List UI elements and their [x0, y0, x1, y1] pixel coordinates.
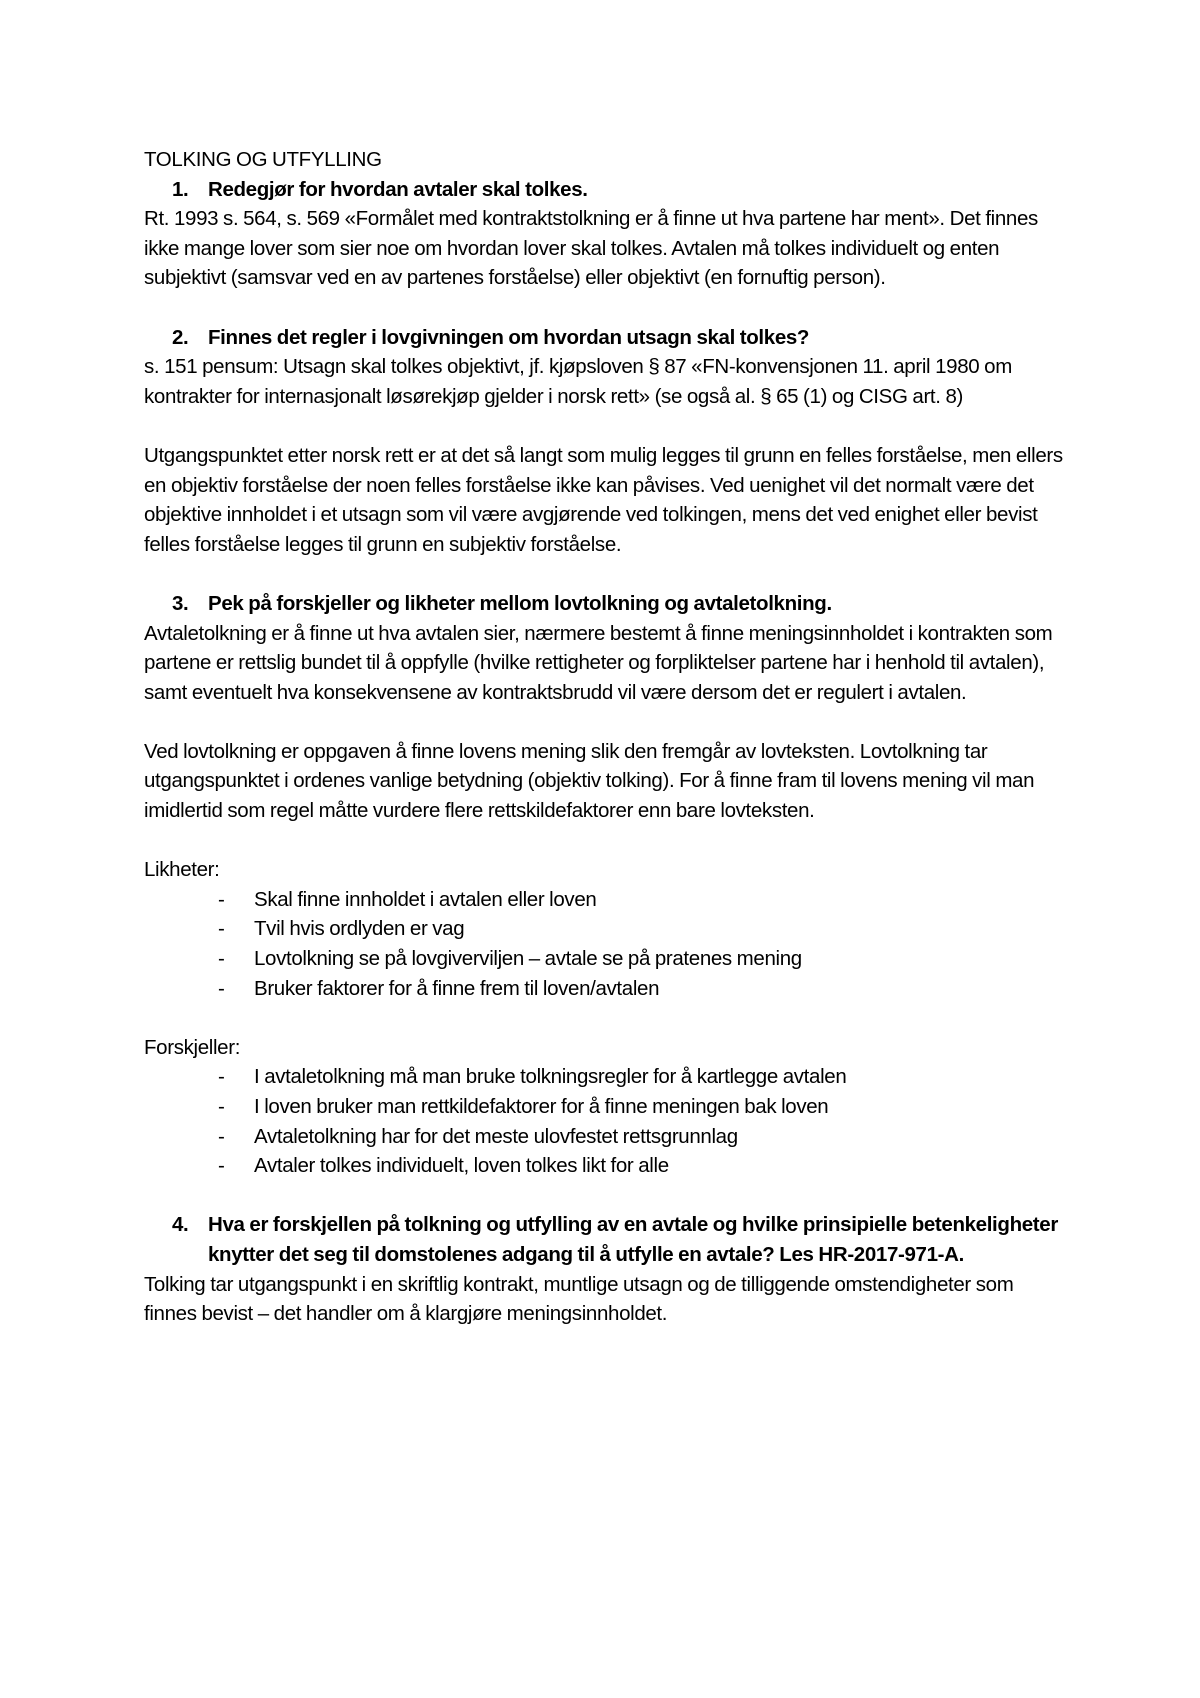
spacer — [144, 1003, 1064, 1033]
question-4 — [144, 1210, 1064, 1269]
document-page — [144, 145, 1064, 1329]
dash-bullet: - — [218, 917, 225, 941]
list-item — [144, 885, 1064, 915]
dash-bullet: - — [218, 1154, 225, 1178]
spacer — [144, 411, 1064, 441]
answer-3-paragraph-1: Avtaletolkning er å finne ut hva avtalen sier, nærmere bestemt å finne meningsinnholdet i kontrakten som partene er rettslig bundet til å oppfylle (hvilke rettigheter og forpliktelser partene har i henhold til avtalen), samt eventuelt hva konsekvensene av kontraktsbrudd vil være dersom det er regulert i avtalen. — [144, 621, 1053, 704]
answer-2-paragraph-2: Utgangspunktet etter norsk rett er at det så langt som mulig legges til grunn en felles forståelse, men ellers en objektiv forståelse der noen felles forståelse ikke kan påvises. Ved uenighet vil det normalt være det objektive innholdet i et utsagn som vil være avgjørende ved tolkingen, mens det ved enighet eller bevist felles forståelse legges til grunn en subjektiv forståelse. — [144, 443, 1063, 556]
spacer — [144, 293, 1064, 323]
answer-2-paragraph-1: s. 151 pensum: Utsagn skal tolkes objektivt, jf. kjøpsloven § 87 «FN-konvensjonen 11. april 1980 om kontrakter for internasjonalt løsørekjøp gjelder i norsk rett» (se også al. § 65 (1) og CISG art. 8) — [144, 355, 1012, 408]
forskjeller-list — [144, 1062, 1064, 1180]
document-title: TOLKING OG UTFYLLING — [144, 148, 382, 171]
list-item — [144, 914, 1064, 944]
dash-bullet: - — [218, 1065, 225, 1089]
question-3 — [144, 589, 1064, 619]
question-1-text: Redegjør for hvordan avtaler skal tolkes. — [208, 177, 588, 201]
dash-bullet: - — [218, 1095, 225, 1118]
answer-4: Tolking tar utgangspunkt i en skriftlig kontrakt, muntlige utsagn og de tilliggende omstendigheter som finnes bevist – det handler om å klargjøre meningsinnholdet. — [144, 1272, 1014, 1326]
question-2-number: 2. — [172, 325, 189, 349]
answer-3-paragraph-2: Ved lovtolkning er oppgaven å finne lovens mening slik den fremgår av lovteksten. Lovtolkning tar utgangspunktet i ordenes vanlige betydning (objektiv tolking). For å finne fram til lovens mening vil man imidlertid som regel måtte vurdere flere rettskildefaktorer enn bare lovteksten. — [144, 739, 1035, 823]
list-item — [144, 1062, 1064, 1092]
dash-bullet: - — [218, 1124, 225, 1148]
question-1-number: 1. — [172, 177, 189, 201]
spacer — [144, 1181, 1064, 1211]
question-3-number: 3. — [172, 591, 189, 615]
question-1 — [144, 175, 1064, 205]
question-3-text: Pek på forskjeller og likheter mellom lovtolkning og avtaletolkning. — [208, 591, 832, 615]
question-2 — [144, 323, 1064, 353]
likheter-label: Likheter: — [144, 858, 220, 882]
spacer — [144, 559, 1064, 589]
question-2-text: Finnes det regler i lovgivningen om hvordan utsagn skal tolkes? — [208, 325, 810, 349]
list-item-text: Avtaler tolkes individuelt, loven tolkes likt for alle — [254, 1154, 669, 1178]
dash-bullet: - — [218, 976, 225, 1000]
question-4-text: Hva er forskjellen på tolkning og utfylling av en avtale og hvilke prinsipielle betenkeligheter knytter det seg til domstolenes adgang til å utfylle en avtale? Les HR-2017-971-A. — [208, 1213, 1058, 1266]
list-item — [144, 944, 1064, 974]
answer-1: Rt. 1993 s. 564, s. 569 «Formålet med kontraktstolkning er å finne ut hva partene har ment». Det finnes ikke mange lover som sier noe om hvordan lover skal tolkes. Avtalen må tolkes individuelt og enten subjektivt (samsvar ved en av partenes forståelse) eller objektivt (en fornuftig person). — [144, 207, 1038, 290]
list-item — [144, 1122, 1064, 1152]
list-item-text: Bruker faktorer for å finne frem til loven/avtalen — [254, 976, 660, 1000]
list-item-text: Avtaletolkning har for det meste ulovfestet rettsgrunnlag — [254, 1124, 738, 1148]
list-item-text: Tvil hvis ordlyden er vag — [254, 917, 465, 941]
dash-bullet: - — [218, 887, 225, 911]
spacer — [144, 707, 1064, 737]
list-item-text: I avtaletolkning må man bruke tolkningsregler for å kartlegge avtalen — [254, 1065, 847, 1089]
list-item-text: Skal finne innholdet i avtalen eller loven — [254, 887, 597, 911]
question-4-number: 4. — [172, 1213, 189, 1237]
spacer — [144, 826, 1064, 856]
list-item — [144, 974, 1064, 1004]
list-item — [144, 1092, 1064, 1122]
forskjeller-label: Forskjeller: — [144, 1035, 241, 1059]
dash-bullet: - — [218, 947, 225, 971]
list-item — [144, 1151, 1064, 1181]
list-item-text: Lovtolkning se på lovgiverviljen – avtale se på pratenes mening — [254, 947, 802, 971]
likheter-list — [144, 885, 1064, 1003]
list-item-text: I loven bruker man rettkildefaktorer for å finne meningen bak loven — [254, 1095, 829, 1118]
